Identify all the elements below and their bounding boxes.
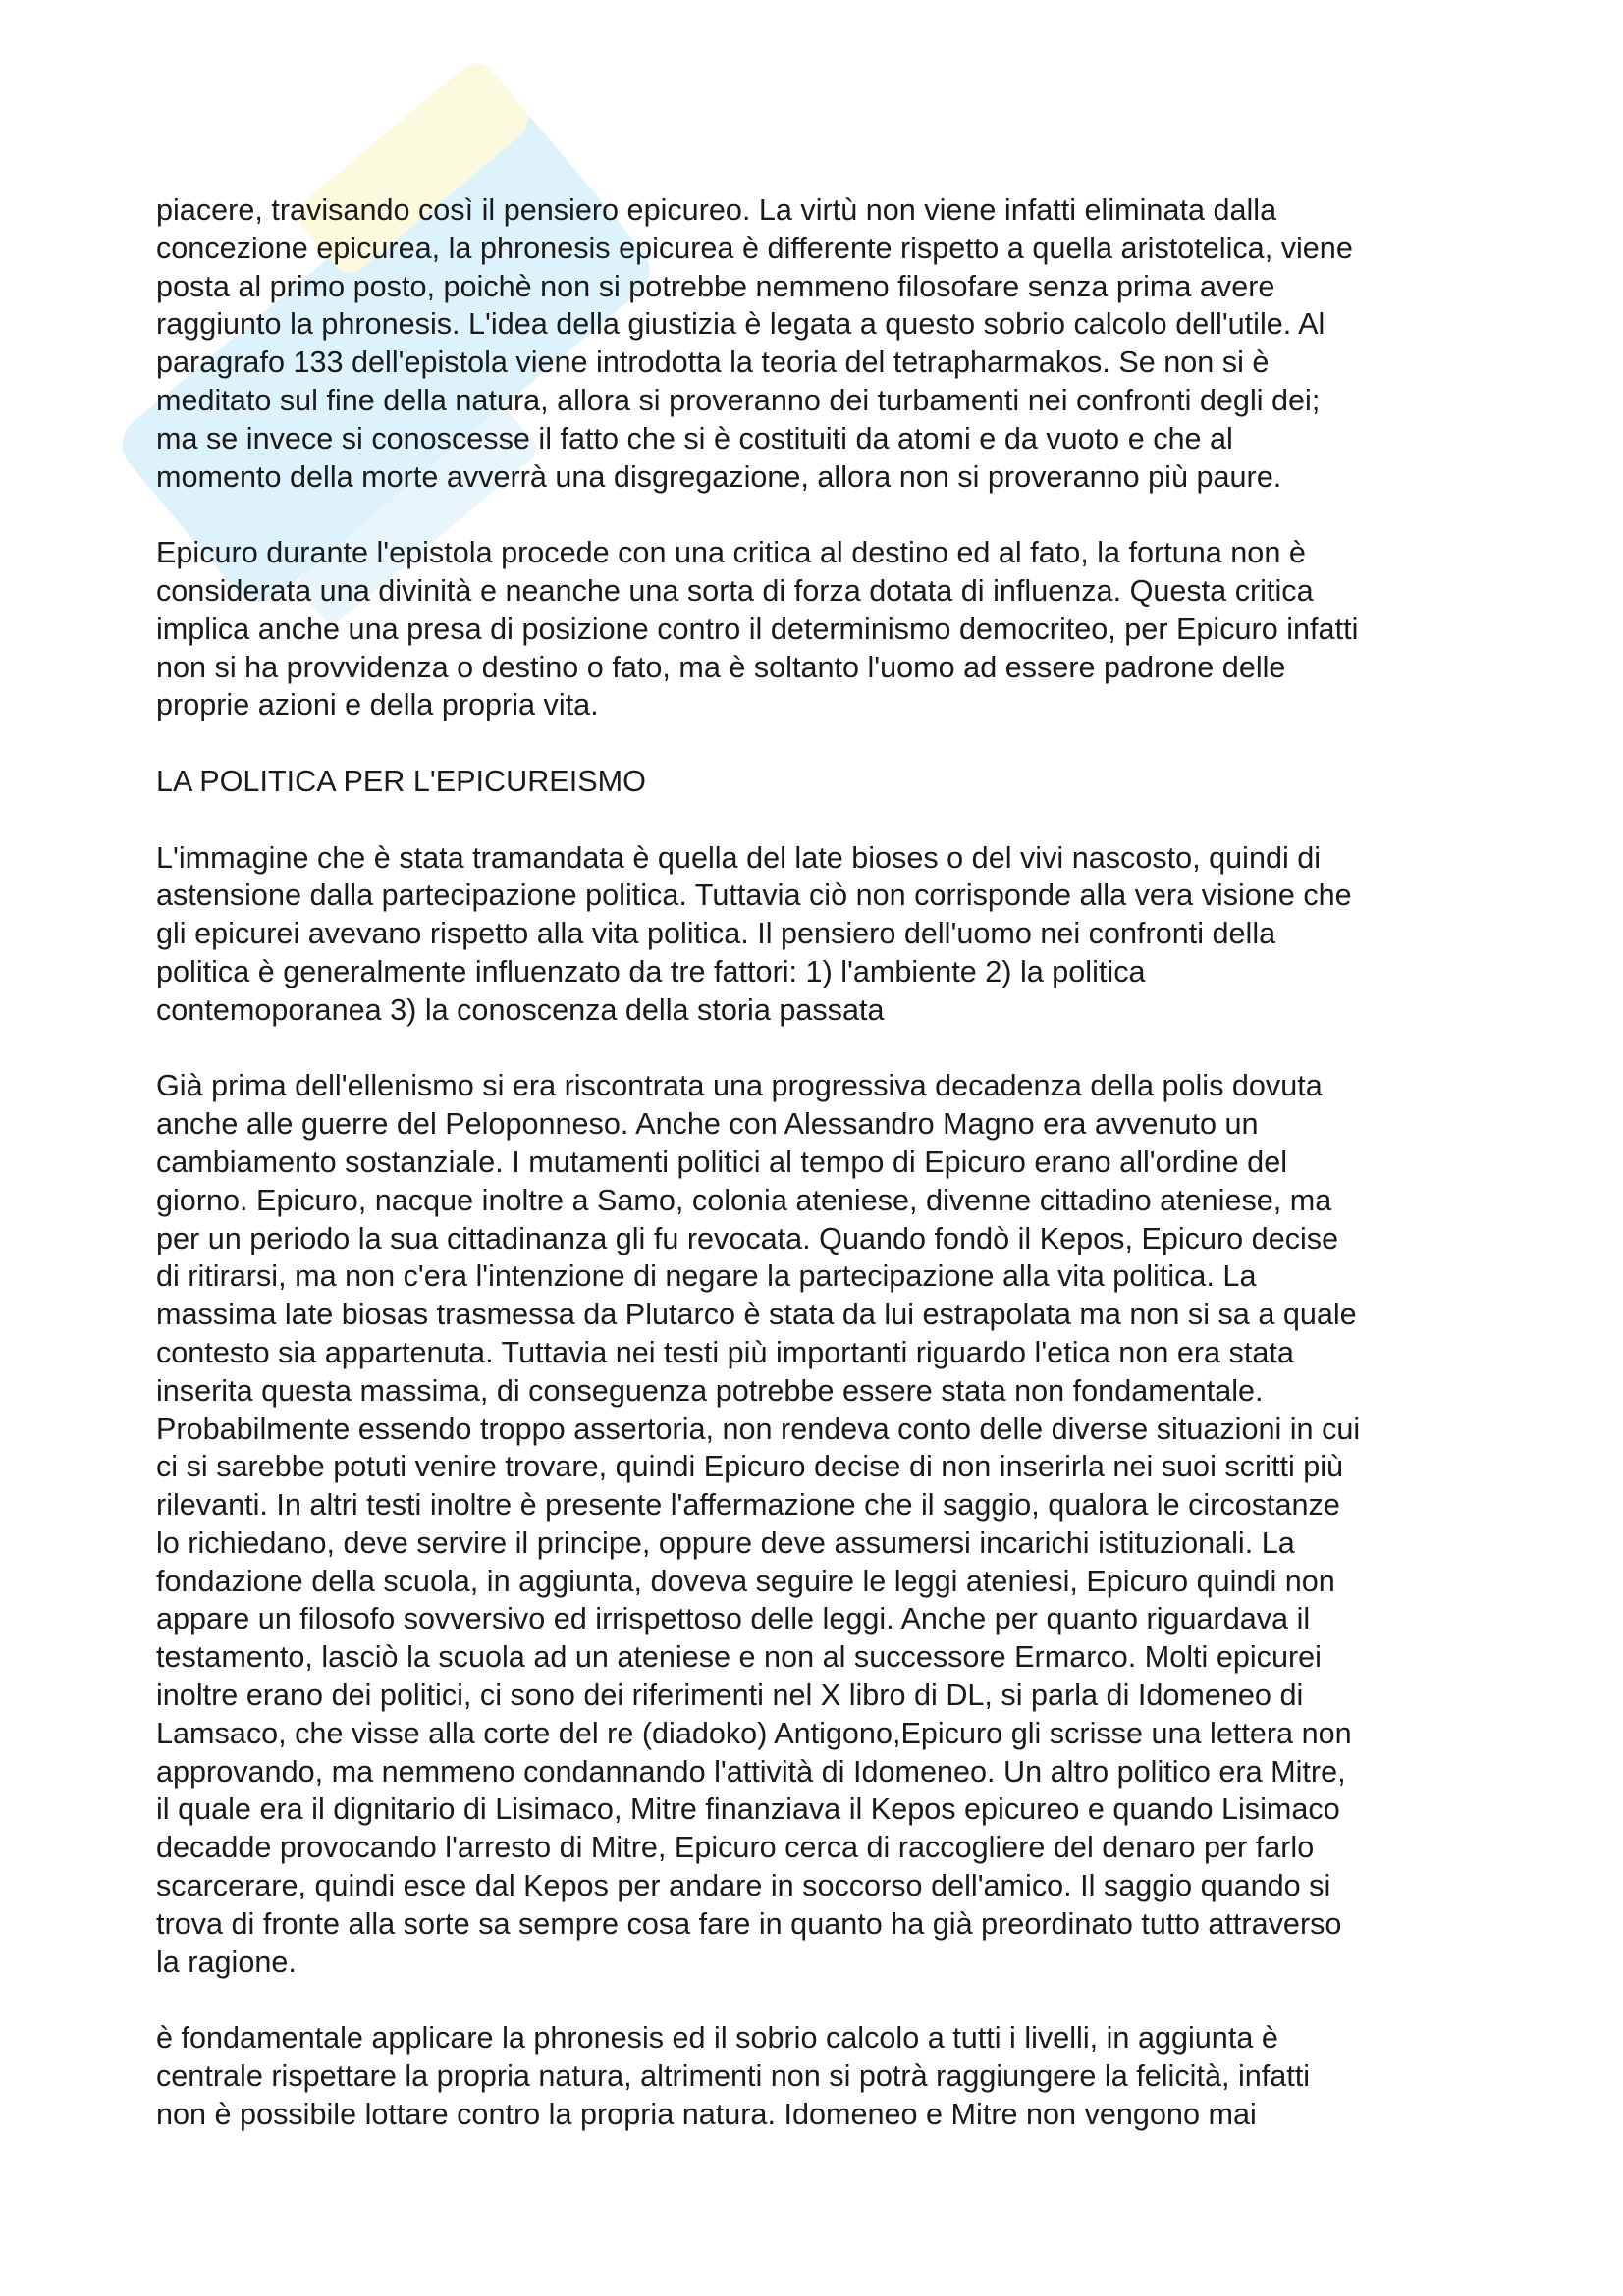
paragraph-destino: Epicuro durante l'epistola procede con una critica al destino ed al fato, la fortuna non è considerata una divinità e neanche una sorta di forza dotata di influenza. Questa critica implica anche una presa di posizione contro il determinismo democriteo, per Epicuro infatti non si ha provvidenza o destino o fato, ma è soltanto l'uomo ad essere padrone delle proprie azioni e della propria vita. <box>156 536 1359 722</box>
document-body <box>156 191 1482 2171</box>
paragraph-fondamentale: è fondamentale applicare la phronesis ed il sobrio calcolo a tutti i livelli, in aggiunta è centrale rispettare la propria natura, altrimenti non si potrà raggiungere la felicità, infatti non è possibile lottare contro la propria natura. Idomeneo e Mitre non vengono mai <box>156 2021 1311 2131</box>
paragraph-immagine: L'immagine che è stata tramandata è quella del late bioses o del vivi nascosto, quindi di astensione dalla partecipazione politica. Tuttavia ciò non corrisponde alla vera visione che gli epicurei avevano rispetto alla vita politica. Il pensiero dell'uomo nei confronti della politica è generalmente influenzato da tre fattori: 1) l'ambiente 2) la politica contemoporanea 3) la conoscenza della storia passata <box>156 840 1352 1027</box>
paragraph-ellenismo: Già prima dell'ellenismo si era riscontrata una progressiva decadenza della polis dovuta anche alle guerre del Peloponneso. Anche con Alessandro Magno era avvenuto un cambiamento sostanziale. I mutamenti politici al tempo di Epicuro erano all'ordine del giorno. Epicuro, nacque inoltre a Samo, colonia ateniese, divenne cittadino ateniese, ma per un periodo la sua cittadinanza gli fu revocata. Quando fondò il Kepos, Epicuro decise di ritirarsi, ma non c'era l'intenzione di negare la partecipazione alla vita politica. La massima late biosas trasmessa da Plutarco è stata da lui estrapolata ma non si sa a quale contesto sia appartenuta. Tuttavia nei testi più importanti riguardo l'etica non era stata inserita questa massima, di conseguenza potrebbe essere stata non fondamentale. Probabilmente essendo troppo assertoria, non rendeva conto delle diverse situazioni in cui ci si sarebbe potuti venire trovare, quindi Epicuro decise di non inserirla nei suoi scritti più rilevanti. In altri testi inoltre è presente l'affermazione che il saggio, qualora le circostanze lo richiedano, deve servire il principe, oppure deve assumersi incarichi istituzionali. La fondazione della scuola, in aggiunta, doveva seguire le leggi ateniesi, Epicuro quindi non appare un filosofo sovversivo ed irrispettoso delle leggi. Anche per quanto riguardava il testamento, lasciò la scuola ad un ateniese e non al successore Ermarco. Molti epicurei inoltre erano dei politici, ci sono dei riferimenti nel X libro di DL, si parla di Idomeneo di Lamsaco, che visse alla corte del re (diadoko) Antigono,Epicuro gli scrisse una lettera non approvando, ma nemmeno condannando l'attività di Idomeneo. Un altro politico era Mitre, il quale era il dignitario di Lisimaco, Mitre finanziava il Kepos epicureo e quando Lisimaco decadde provocando l'arresto di Mitre, Epicuro cerca di raccogliere del denaro per farlo scarcerare, quindi esce dal Kepos per andare in soccorso dell'amico. Il saggio quando si trova di fronte alla sorte sa sempre cosa fare in quanto ha già preordinato tutto attraverso la ragione. <box>156 1069 1361 1979</box>
section-heading: LA POLITICA PER L'EPICUREISMO <box>156 764 646 798</box>
paragraph-phronesis: piacere, travisando così il pensiero epicureo. La virtù non viene infatti eliminata dalla concezione epicurea, la phronesis epicurea è differente rispetto a quella aristotelica, viene posta al primo posto, poichè non si potrebbe nemmeno filosofare senza prima avere raggiunto la phronesis. L'idea della giustizia è legata a questo sobrio calcolo dell'utile. Al paragrafo 133 dell'epistola viene introdotta la teoria del tetrapharmakos. Se non si è meditato sul fine della natura, allora si proveranno dei turbamenti nei confronti degli dei; ma se invece si conoscesse il fatto che si è costituiti da atomi e da vuoto e che al momento della morte avverrà una disgregazione, allora non si proveranno più paure. <box>156 193 1353 494</box>
